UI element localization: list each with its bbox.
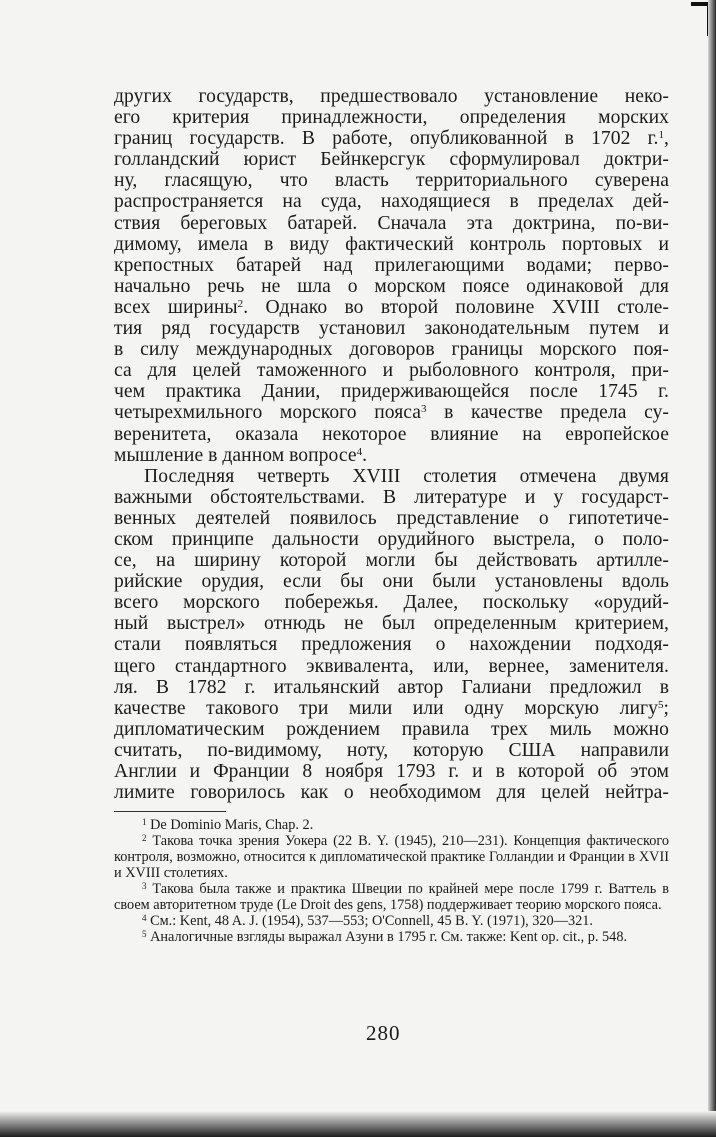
text-line: рийские орудия, если бы они были установлены вдоль: [114, 571, 669, 593]
book-page: [114, 86, 669, 945]
text-line: Англии и Франции 8 ноября 1793 г. и в которой об этом: [114, 761, 669, 782]
scan-edge-right: [708, 0, 716, 1137]
footnote-2: $^2$ Такова точка зрения Уокера (22 B. Y. (1945), 210—231). Концепция фактического контроля, возможно, относится к дипломатической практике Голландии и Франции в XVII и XVIII столетиях.: [114, 833, 669, 881]
text-line: ну, гласящую, что власть территориального суверена: [114, 170, 669, 192]
text-line: в силу международных договоров границы морского поя-: [114, 339, 669, 361]
text-line: начально речь не шла о морском поясе одинаковой для: [114, 275, 669, 297]
footnote-ref-4: 4: [356, 445, 363, 458]
text-line: мышление в данном вопросе$^4$.: [114, 444, 368, 466]
text-line: важными обстоятельствами. В литературе и у государст-: [114, 486, 669, 508]
footnote-ref-3: 3: [421, 403, 427, 416]
text-line: распространяется на суда, находящиеся в пределах дей-: [114, 191, 669, 213]
footnote-3: $^3$ Такова была также и практика Швеции по крайней мере после 1799 г. Ваттель в своем авторитетном труде (Le Droit des gens, 1758) поддерживает теорию морского пояса.: [114, 880, 669, 913]
text-line: тия ряд государств установил законодательным путем и: [114, 318, 669, 340]
text-line: четырехмильного морского пояса$^3$ в качестве предела су-: [114, 402, 669, 424]
text-line: ствия береговых батарей. Сначала эта доктрина, по-ви-: [114, 212, 669, 234]
footnotes: [114, 818, 669, 945]
text-line: лимите говорилось как о необходимом для целей нейтра-: [114, 782, 669, 804]
footnote-5: $^5$ Аналогичные взгляды выражал Азуни в 1795 г. См. также: Kent op. cit., p. 548.: [142, 928, 628, 945]
text-line: се, на ширину которой могли бы действовать артилле-: [114, 550, 669, 572]
text-line: крепостных батарей над прилегающими водами; перво-: [114, 254, 669, 276]
text-line: венных деятелей появилось представление о гипотетиче-: [114, 507, 669, 529]
text-line: границ государств. В работе, опубликованной в 1702 г.$^1$,: [114, 128, 669, 150]
text-line: считать, по-видимому, ноту, которую США направили: [114, 739, 669, 761]
footnote-1: $^1$ De Dominio Maris, Chap. 2.: [142, 817, 314, 834]
text-line: щего стандартного эквивалента, или, вернее, заменителя.: [114, 655, 669, 677]
text-line: са для целей таможенного и рыболовного контроля, при-: [114, 360, 669, 382]
text-line: стали появляться предложения о нахождении подходя-: [114, 634, 669, 656]
text-line: ля. В 1782 г. итальянский автор Галиани предложил в: [114, 676, 669, 698]
footnote-ref-5: 5: [657, 698, 664, 711]
text-line: веренитета, оказала некоторое влияние на европейское: [114, 423, 669, 445]
scan-edge-bottom: [0, 1111, 716, 1137]
text-line: качестве такового три мили или одну морскую лигу$^5$;: [114, 697, 669, 719]
footnote-ref-1: 1: [658, 129, 665, 142]
text-line: дипломатическим рождением правила трех миль можно: [114, 718, 669, 740]
text-line: ный выстрел» отнюдь не был определенным критерием,: [114, 613, 669, 635]
text-line: других государств, предшествовало установление неко-: [114, 86, 669, 107]
text-line: голландский юрист Бейнкерсгук сформулировал доктри-: [114, 149, 669, 171]
page-number: 280: [366, 1021, 401, 1045]
text-line: его критерия принадлежности, определения морских: [114, 107, 669, 129]
footnote-4: $^4$ См.: Kent, 48 A. J. (1954), 537—553; O'Connell, 45 B. Y. (1971), 320—321.: [142, 912, 593, 929]
main-text: [114, 86, 669, 803]
text-line: чем практика Дании, придерживающейся после 1745 г.: [114, 381, 669, 403]
text-line: димому, имела в виду фактический контроль портовых и: [114, 233, 669, 255]
text-line: всех ширины$^2$. Однако во второй половине XVIII столе-: [114, 296, 669, 318]
footnote-ref-2: 2: [237, 297, 244, 310]
text-line: Последняя четверть XVIII столетия отмечена двумя: [144, 465, 669, 487]
text-line: всего морского побережья. Далее, поскольку «орудий-: [114, 592, 669, 614]
text-line: ском принципе дальности орудийного выстрела, о поло-: [114, 528, 669, 550]
footnote-divider: [114, 811, 226, 812]
